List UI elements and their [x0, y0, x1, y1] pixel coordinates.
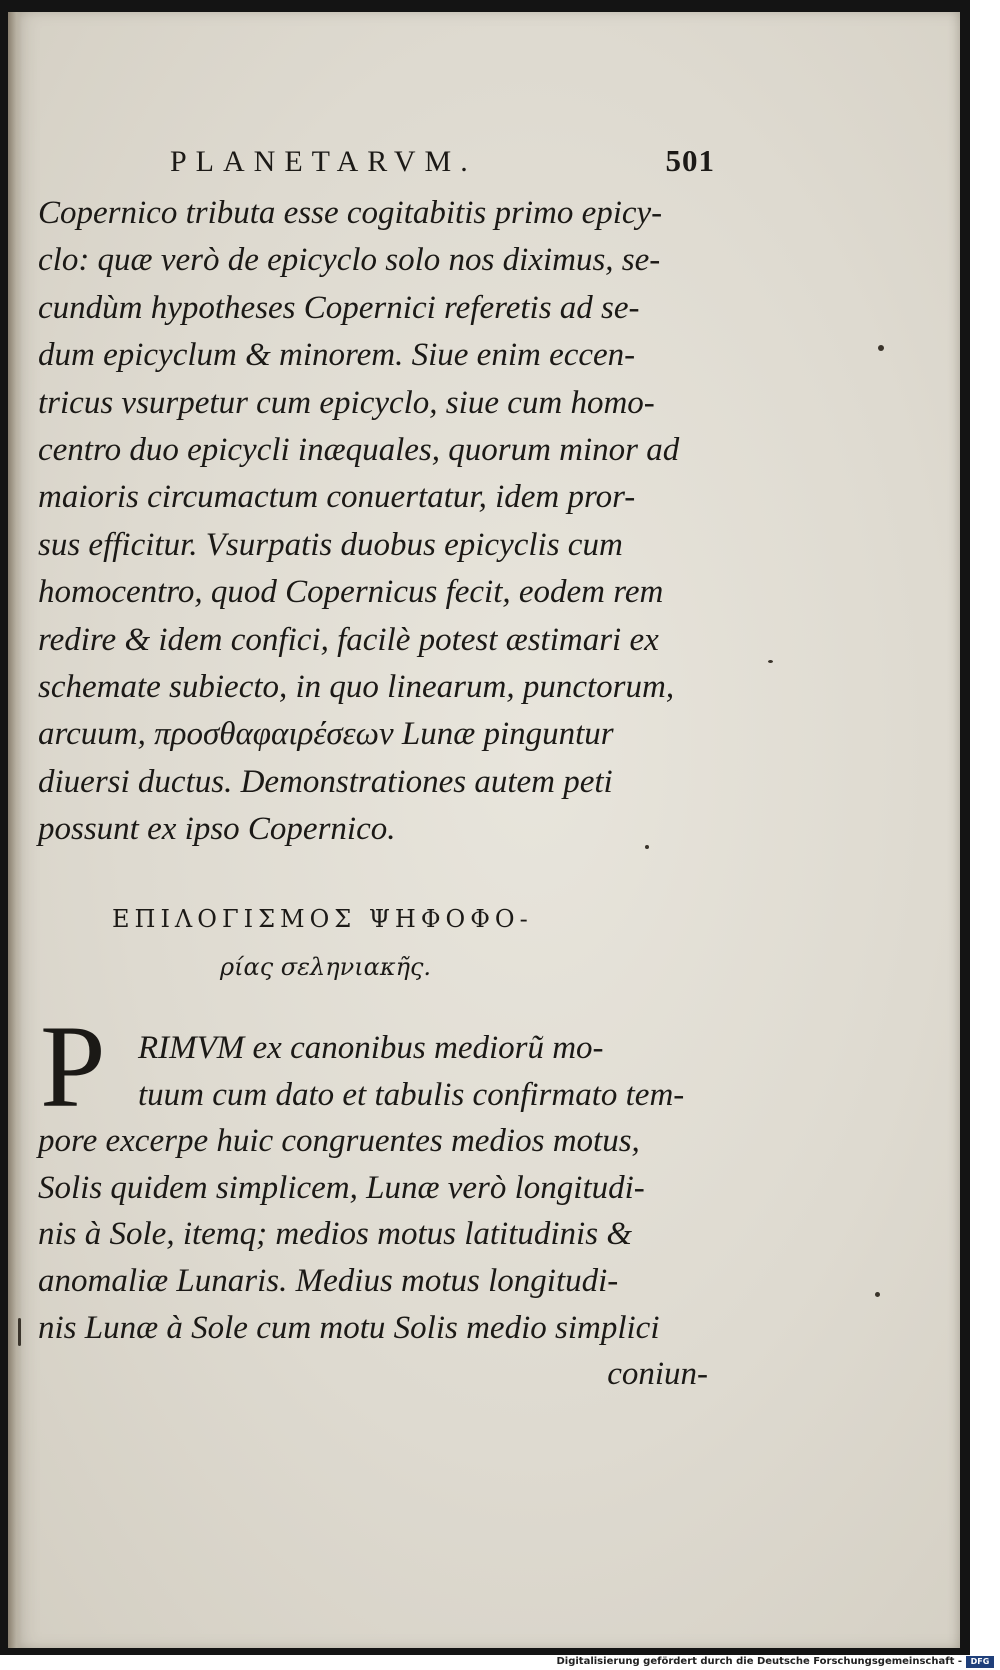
text-line: diuersi ductus. Demonstrationes autem peti: [38, 763, 613, 800]
main-paragraph: [38, 190, 718, 854]
page-header: [170, 145, 715, 185]
text-line: homocentro, quod Copernicus fecit, eodem rem: [38, 574, 664, 611]
text-line: tricus vsurpetur cum epicyclo, siue cum homo-: [38, 384, 655, 421]
text-line: anomaliæ Lunaris. Medius motus longitudi-: [38, 1262, 619, 1299]
text-line: dum epicyclum & minorem. Siue enim eccen-: [38, 337, 636, 374]
text-line: pore excerpe huic congruentes medios motus,: [38, 1123, 640, 1160]
speck: [878, 345, 884, 351]
text-line: Solis quidem simplicem, Lunæ verò longitudi-: [38, 1169, 645, 1206]
heading-line: ΕΠΙΛΟΓΙΣΜΟΣ ΨΗΦΟΦΟ-: [112, 905, 533, 933]
text-line: nis à Sole, itemq; medios motus latitudinis &: [38, 1216, 632, 1253]
text-line: redire & idem confici, facilè potest æstimari ex: [38, 621, 659, 658]
text-line: clo: quæ verò de epicyclo solo nos diximus, se-: [38, 242, 661, 279]
speck: [875, 1292, 880, 1297]
text-line: sus efficitur. Vsurpatis duobus epicyclis cum: [38, 526, 623, 563]
running-title: PLANETARVM.: [170, 145, 477, 178]
speck: [645, 845, 649, 849]
text-line: nis Lunæ à Sole cum motu Solis medio simplici: [38, 1309, 660, 1346]
second-paragraph: [38, 1025, 718, 1398]
digitization-credit: Digitalisierung gefördert durch die Deutsche Forschungsgemeinschaft -: [556, 1656, 962, 1667]
text-line: schemate subiecto, in quo linearum, punctorum,: [38, 669, 675, 706]
dfg-logo: DFG: [966, 1656, 994, 1668]
speck: [18, 1318, 21, 1346]
speck: [768, 660, 773, 663]
heading-line: ρίας σεληνιακῆς.: [220, 953, 432, 981]
text-line: Copernico tributa esse cogitabitis primo epicy-: [38, 195, 663, 231]
text-line: tuum cum dato et tabulis confirmato tem-: [138, 1076, 685, 1113]
text-line: possunt ex ipso Copernico.: [38, 811, 396, 848]
text-line: arcuum, προσθαφαιρέσεων Lunæ pinguntur: [38, 716, 614, 753]
text-line: maioris circumactum conuertatur, idem pror-: [38, 479, 636, 516]
text-line: centro duo epicycli inæquales, quorum minor ad: [38, 432, 680, 469]
page-number: 501: [665, 143, 715, 178]
drop-cap-initial: P: [40, 1001, 106, 1132]
catchword: coniun-: [607, 1356, 708, 1393]
text-line: cundùm hypotheses Copernici referetis ad se-: [38, 289, 640, 326]
page-gutter-shadow: [8, 12, 22, 1648]
text-line: RIMVM ex canonibus mediorũ mo-: [138, 1030, 604, 1066]
